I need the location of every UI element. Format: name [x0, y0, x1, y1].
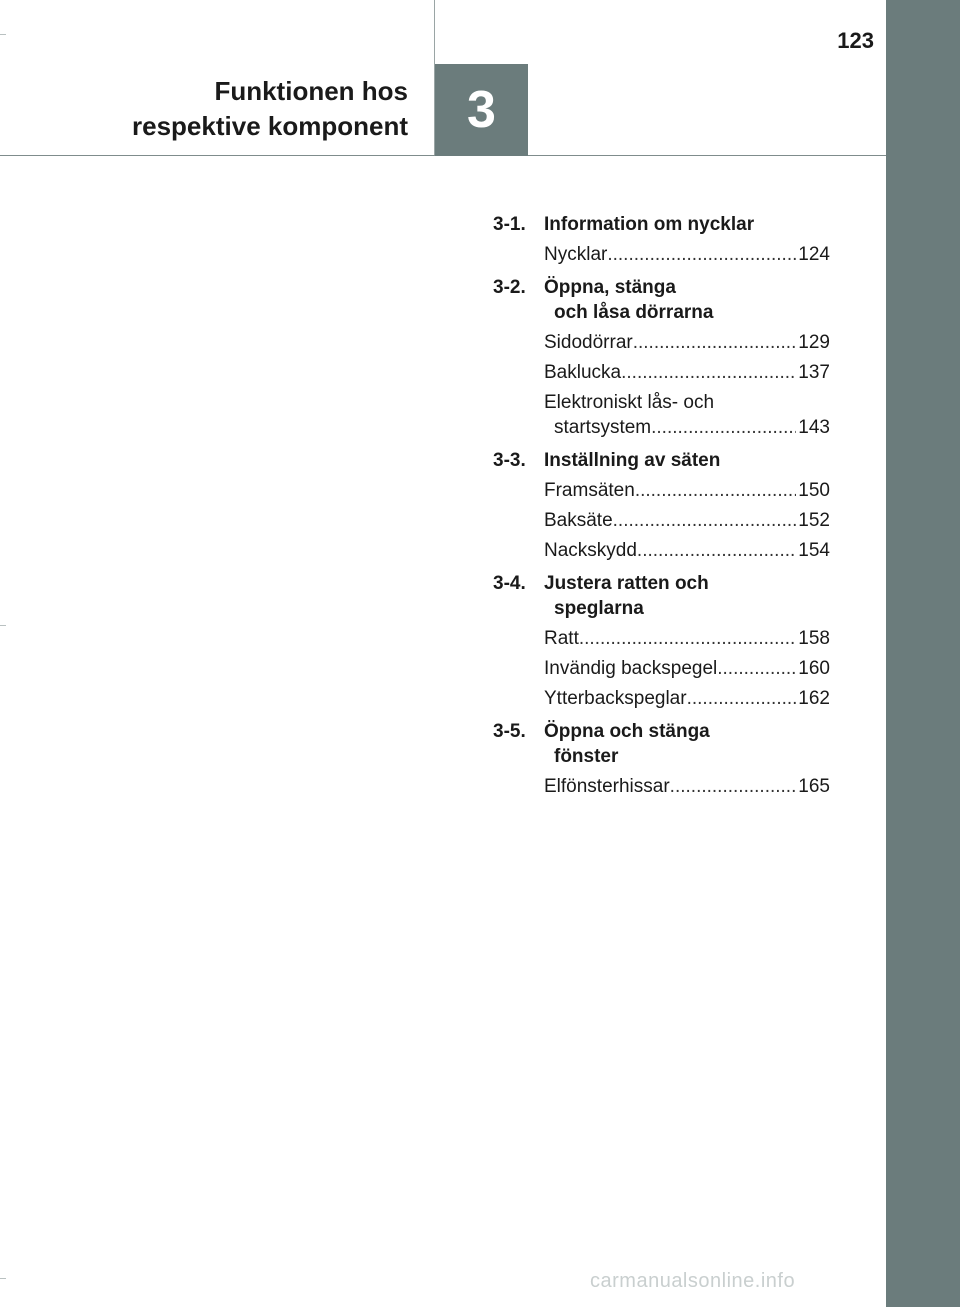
crop-mark [0, 1278, 6, 1279]
toc-entry-page: 165 [798, 776, 830, 797]
toc-entry-page: 129 [798, 332, 830, 353]
toc-section [493, 448, 830, 473]
dot-leader [687, 686, 797, 711]
toc-section-title [544, 277, 830, 325]
dot-leader [633, 330, 797, 355]
toc-section-number: 3-5. [493, 721, 526, 742]
toc-entry-page: 158 [798, 628, 830, 649]
toc-entry[interactable] [544, 390, 830, 440]
toc-section-number: 3-3. [493, 450, 526, 471]
table-of-contents [493, 212, 830, 799]
toc-entry-page: 162 [798, 688, 830, 709]
chapter-side-tab [886, 0, 960, 1307]
toc-section [493, 275, 830, 325]
chapter-title [132, 74, 408, 144]
toc-entry-page: 124 [798, 244, 830, 265]
toc-section-title-line1: Information om nycklar [544, 214, 755, 235]
toc-entry[interactable] [544, 656, 830, 681]
toc-section-title-line2: och låsa dörrarna [554, 302, 714, 323]
toc-entry-label: Elfönsterhissar [544, 776, 670, 797]
toc-entry-page: 160 [798, 658, 830, 679]
toc-entry-label: Baksäte [544, 510, 613, 531]
toc-entry-page: 143 [798, 417, 830, 438]
dot-leader [717, 656, 796, 681]
toc-entry-label: Nackskydd [544, 540, 637, 561]
toc-section-number: 3-4. [493, 573, 526, 594]
toc-section [493, 212, 830, 237]
toc-section [493, 571, 830, 621]
page-number: 123 [837, 28, 874, 53]
toc-entry-page: 154 [798, 540, 830, 561]
toc-entry[interactable] [544, 774, 830, 799]
toc-section-title-line2: speglarna [554, 598, 644, 619]
toc-section-number: 3-1. [493, 214, 526, 235]
toc-entry[interactable] [544, 242, 830, 267]
toc-entry-page: 137 [798, 362, 830, 383]
dot-leader [670, 774, 797, 799]
chapter-title-line1: Funktionen hos [214, 76, 408, 106]
toc-section [493, 719, 830, 769]
dot-leader [637, 538, 796, 563]
watermark: carmanualsonline.info [590, 1270, 796, 1292]
dot-leader [607, 242, 796, 267]
toc-entry-label-cont: startsystem [554, 417, 652, 438]
toc-entry-label: Sidodörrar [544, 332, 633, 353]
toc-entry[interactable] [544, 508, 830, 533]
toc-entry-label: Elektroniskt lås- och [544, 392, 715, 413]
toc-entry[interactable] [544, 686, 830, 711]
toc-entry[interactable] [544, 478, 830, 503]
toc-entry-label: Baklucka [544, 362, 622, 383]
toc-entry-label: Ytterbackspeglar [544, 688, 687, 709]
toc-section-title [544, 573, 830, 621]
toc-entry[interactable] [544, 360, 830, 385]
toc-entry-label: Ratt [544, 628, 579, 649]
toc-section-title-line1: Öppna, stänga [544, 277, 676, 298]
crop-mark [0, 34, 6, 35]
dot-leader [651, 415, 796, 440]
dot-leader [579, 626, 796, 651]
toc-entry-page: 152 [798, 510, 830, 531]
chapter-number-badge: 3 [435, 64, 528, 156]
toc-section-number: 3-2. [493, 277, 526, 298]
toc-section-title-line1: Öppna och stänga [544, 721, 710, 742]
toc-entry-label: Nycklar [544, 244, 608, 265]
toc-section-title [544, 450, 720, 471]
toc-entry[interactable] [544, 538, 830, 563]
toc-section-title-line1: Justera ratten och [544, 573, 709, 594]
toc-entry[interactable] [544, 330, 830, 355]
toc-entry-page: 150 [798, 480, 830, 501]
toc-entry[interactable] [544, 626, 830, 651]
toc-entry-label: Invändig backspegel [544, 658, 718, 679]
dot-leader [613, 508, 797, 533]
toc-section-title [544, 214, 754, 235]
toc-entry-label: Framsäten [544, 480, 635, 501]
dot-leader [635, 478, 796, 503]
crop-mark [0, 625, 6, 626]
toc-section-title-line2: fönster [554, 746, 619, 767]
toc-section-title-line1: Inställning av säten [544, 450, 721, 471]
toc-section-title [544, 721, 830, 769]
dot-leader [621, 360, 796, 385]
chapter-title-line2: respektive komponent [132, 111, 408, 141]
